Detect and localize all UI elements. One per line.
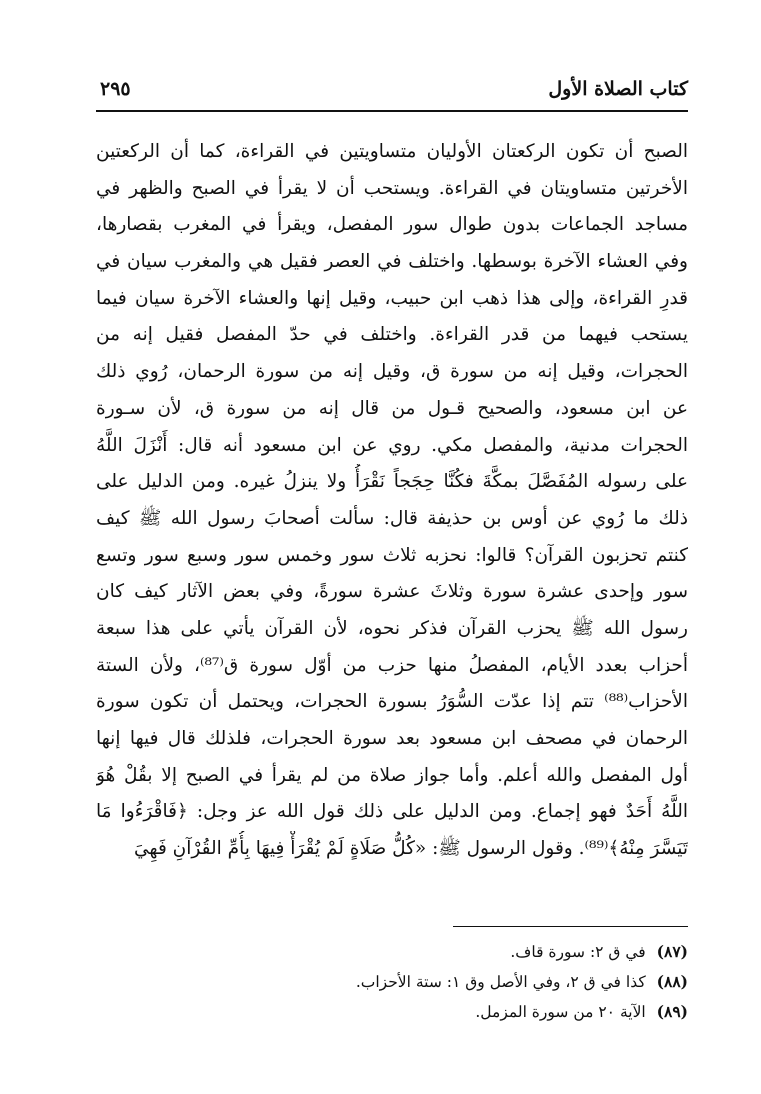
chapter-title: كتاب الصلاة الأول <box>548 78 688 100</box>
footnote-text: كذا في ق ٢، وفي الأصل وق ١: ستة الأحزاب. <box>355 973 646 991</box>
text-line: مساجد الجماعات بدون طوال سور المفصل، ويقرأ في المغرب بقصارها، <box>96 214 688 236</box>
text-line: عن ابن مسعود، والصحيح قـول من قال إنه من سورة ق، لأن سـورة <box>96 397 688 419</box>
text-line: الحجرات مدنية، والمفصل مكي. روي عن ابن مسعود أنه قال: أَنْزَلَ اللَّهُ <box>96 434 688 456</box>
text-line: تَيَسَّرَ مِنْهُ﴾⁽⁸⁹⁾. وقول الرسول ﷺ: «كُلُّ صَلَاةٍ لَمْ يُقْرَأْ فِيهَا بِأُمِّ القُرْآنِ فَهِيَ <box>134 838 688 860</box>
text-line: اللَّهُ أَحَدٌ فهو إجماع. ومن الدليل على ذلك قول الله عز وجل: ﴿فَاقْرَءُوا مَا <box>96 801 688 823</box>
text-line: كنتم تحزبون القرآن؟ قالوا: نحزبه ثلاث سور وخمس سور وسبع سور وتسع <box>96 544 688 566</box>
running-header <box>96 72 688 106</box>
text-line: الأحزاب⁽⁸⁸⁾ تتم إذا عدّت السُّوَرُ بسورة الحجرات، ويحتمل أن تكون سورة <box>96 691 688 713</box>
footnote-number: (٨٧) <box>656 942 688 961</box>
text-line: رسول الله ﷺ يحزب القرآن فذكر نحوه، لأن القرآن يأتي على هذا سبعة <box>96 617 688 639</box>
text-line: قدرِ القراءة، وإلى هذا ذهب ابن حبيب، وقيل إنها والعشاء الآخرة سيان فيما <box>96 287 688 309</box>
footnotes <box>96 937 688 1027</box>
footnote <box>96 937 688 967</box>
main-text <box>96 134 688 868</box>
footnote-number: (٨٨) <box>656 972 688 991</box>
text-line: على رسوله المُفَصَّلَ بمكَّةَ فكُنَّا حِجَجاً نَقْرَأُ ولا ينزلُ غيره. ومن الدليل على <box>96 471 688 493</box>
text-line: يستحب فيهما من قدر القراءة. واختلف في حدّ المفصل فقيل إنه من <box>96 324 688 346</box>
text-line: أحزاب بعدد الأيام، المفصلُ منها حزب من أوّل سورة ق⁽⁸⁷⁾، ولأن الستة <box>96 654 688 676</box>
footnote <box>96 967 688 997</box>
header-divider <box>96 110 688 112</box>
text-line: ذلك ما رُوي عن أوس بن حذيفة قال: سألت أصحابَ رسول الله ﷺ كيف <box>96 507 688 529</box>
text-line: الرحمان في مصحف ابن مسعود بعد سورة الحجرات، فلذلك قال فيها إنها <box>96 728 688 749</box>
footnote <box>96 997 688 1027</box>
page-number: ٢٩٥ <box>100 78 131 100</box>
footnote-text: في ق ٢: سورة قاف. <box>510 943 646 961</box>
footnote-divider <box>453 926 688 927</box>
text-line: الأخرتين متساويتان في القراءة. ويستحب أن لا يقرأ في الصبح والظهر في <box>96 177 688 199</box>
text-line: أول المفصل والله أعلم. وأما جواز صلاة من لم يقرأ في الصبح إلا بقُلْ هُوَ <box>96 764 688 786</box>
text-line: الصبح أن تكون الركعتان الأوليان متساويتين في القراءة، كما أن الركعتين <box>96 141 688 162</box>
footnote-number: (٨٩) <box>656 1002 688 1021</box>
text-line: سور وإحدى عشرة سورة وثلاثَ عشرة سورةً، وفي بعض الآثار كيف كان <box>96 581 688 603</box>
text-line: الحجرات، وقيل إنه من سورة ق، وقيل إنه من سورة الرحمان، رُوي ذلك <box>96 361 688 383</box>
footnote-text: الآية ٢٠ من سورة المزمل. <box>475 1003 646 1021</box>
text-line: وفي العشاء الآخرة بوسطها. واختلف في العصر فقيل هي والمغرب سيان في <box>96 251 688 273</box>
